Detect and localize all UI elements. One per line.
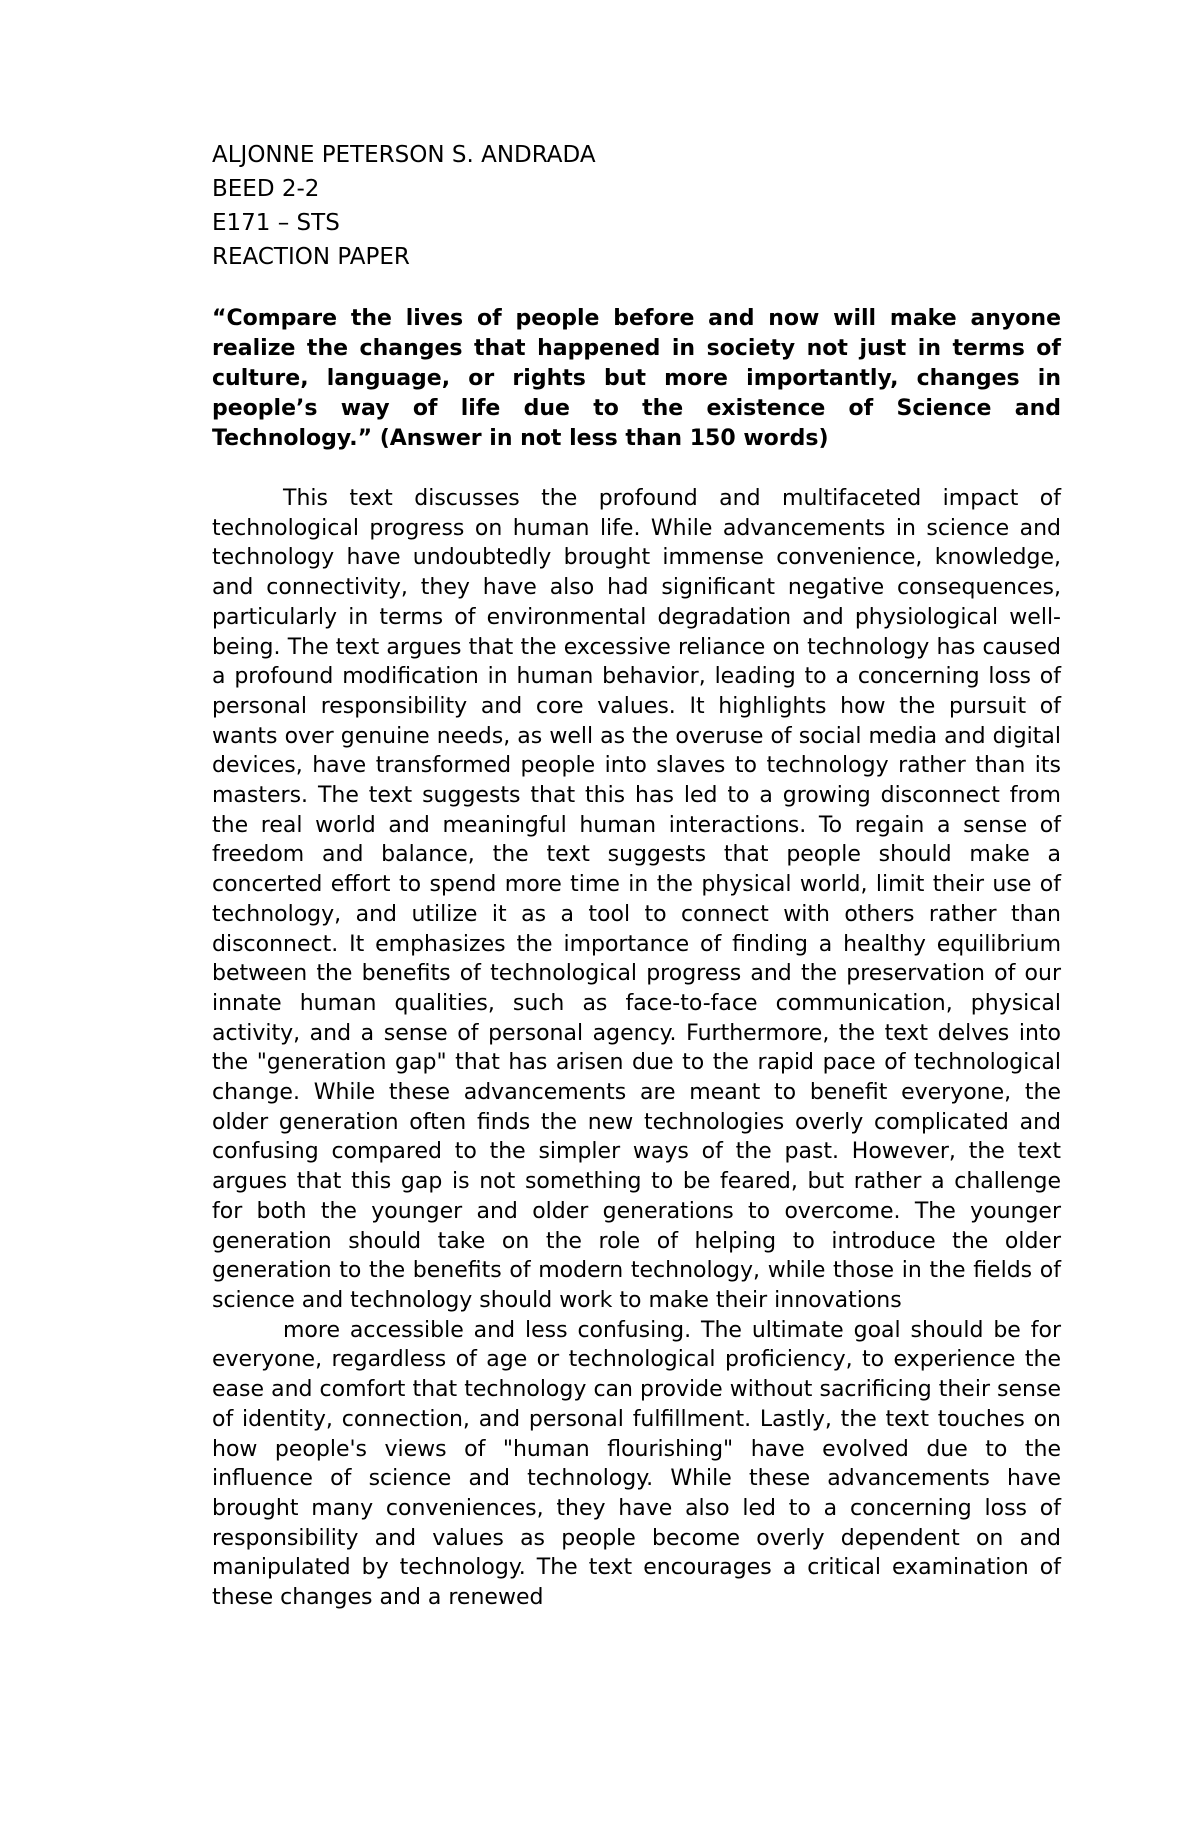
body-paragraph-2: more accessible and less confusing. The ultimate goal should be for everyone, regardless of age or technological proficiency, to experience the ease and comfort that technology can provide without sacrificing their sense of identity, connection, and personal fulfillment. Lastly, the text touches on how people's views of "human flourishing" have evolved due to the influence of science and technology. While these advancements have brought many conveniences, they have also led to a concerning loss of responsibility and values as people become overly dependent on and manipulated by technology. The text encourages a critical examination of these changes and a renewed: [212, 1317, 1061, 1611]
author-name: ALJONNE PETERSON S. ANDRADA: [212, 142, 596, 168]
course-label: E171 – STS: [212, 210, 340, 236]
prompt-question: [212, 304, 1061, 454]
document-type: REACTION PAPER: [212, 244, 410, 270]
section-label: BEED 2-2: [212, 176, 320, 202]
document-page: [212, 138, 1061, 1613]
prompt-instruction: (Answer in not less than 150 words): [372, 426, 829, 451]
header-block: [212, 138, 1061, 274]
body-paragraph-1: This text discusses the profound and multifaceted impact of technological progress on human life. While advancements in science and technology have undoubtedly brought immense convenience, knowledge, and connectivity, they have also had significant negative consequences, particularly in terms of environmental degradation and physiological well-being. The text argues that the excessive reliance on technology has caused a profound modification in human behavior, leading to a concerning loss of personal responsibility and core values. It highlights how the pursuit of wants over genuine needs, as well as the overuse of social media and digital devices, have transformed people into slaves to technology rather than its masters. The text suggests that this has led to a growing disconnect from the real world and meaningful human interactions. To regain a sense of freedom and balance, the text suggests that people should make a concerted effort to spend more time in the physical world, limit their use of technology, and utilize it as a tool to connect with others rather than disconnect. It emphasizes the importance of finding a healthy equilibrium between the benefits of technological progress and the preservation of our innate human qualities, such as face-to-face communication, physical activity, and a sense of personal agency. Furthermore, the text delves into the "generation gap" that has arisen due to the rapid pace of technological change. While these advancements are meant to benefit everyone, the older generation often finds the new technologies overly complicated and confusing compared to the simpler ways of the past. However, the text argues that this gap is not something to be feared, but rather a challenge for both the younger and older generations to overcome. The younger generation should take on the role of helping to introduce the older generation to the benefits of modern technology, while those in the fields of science and technology should work to make their innovations: [212, 486, 1061, 1313]
prompt-question-text: “Compare the lives of people before and now will make anyone realize the changes that happened in society not just in terms of culture, language, or rights but more importantly, changes in people’s way of life due to the existence of Science and Technology.”: [212, 306, 1061, 451]
body-text: [212, 484, 1061, 1613]
